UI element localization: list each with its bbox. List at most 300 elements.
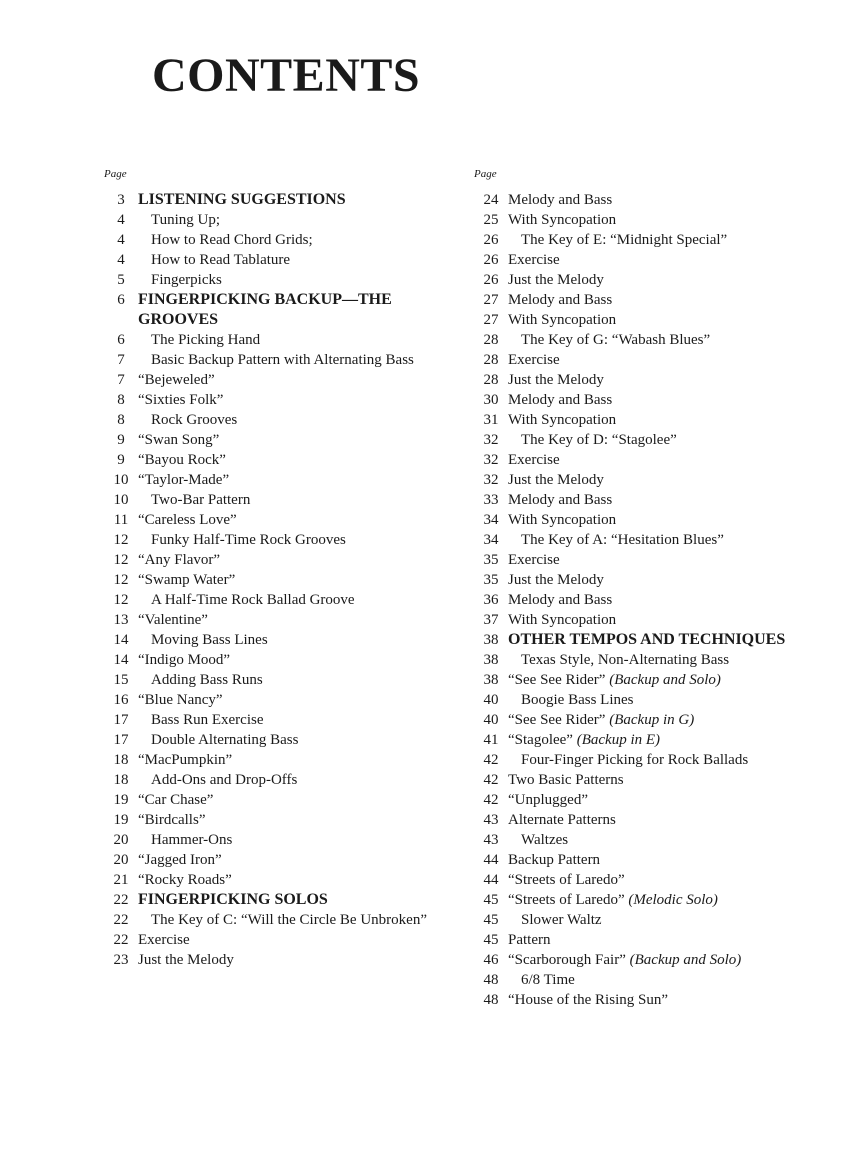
toc-entry-text: The Key of D: “Stagolee” [521,432,677,448]
toc-page-number: 45 [483,912,499,928]
toc-page-number: 8 [117,412,125,428]
toc-page-number: 27 [483,292,499,308]
toc-entry-title [138,450,449,470]
toc-entry-text: Just the Melody [508,272,604,288]
toc-page-number: 30 [483,392,499,408]
toc-entry-text: Texas Style, Non-Alternating Bass [521,652,730,668]
toc-entry-text: With Syncopation [508,512,617,528]
toc-entry [104,490,449,510]
toc-column-right [474,168,819,1010]
toc-entry-title [508,930,819,950]
toc-page-number: 22 [113,912,129,928]
toc-entry-text: “Bayou Rock” [138,452,226,468]
toc-entry-text: FINGERPICKING BACKUP—THE GROOVES [138,291,392,328]
toc-page-number: 10 [113,472,129,488]
toc-page-number: 37 [483,612,499,628]
toc-entry-text: 6/8 Time [521,972,575,988]
toc-entry-text: “Blue Nancy” [138,692,223,708]
toc-entry-text: Melody and Bass [508,392,613,408]
toc-entry-title [508,370,819,390]
toc-entry-text: OTHER TEMPOS AND TECHNIQUES [508,631,786,648]
toc-entry-note: (Backup in E) [576,732,661,748]
toc-entry-title [508,710,819,730]
toc-page-number: 19 [113,812,129,828]
toc-entry-title [508,230,819,250]
toc-entry-title [508,590,819,610]
toc-entry [474,770,819,790]
toc-page-number: 42 [483,772,499,788]
toc-page-number: 43 [483,832,499,848]
toc-entry [474,330,819,350]
toc-entry-text: “Taylor-Made” [138,472,230,488]
toc-entry-title [138,610,449,630]
toc-entry-note: (Backup and Solo) [629,952,742,968]
toc-entry-note: (Backup and Solo) [609,672,721,688]
toc-page-number: 45 [483,932,499,948]
toc-entry [104,730,449,750]
toc-page-number: 19 [113,792,129,808]
toc-entry [474,910,819,930]
toc-entry [474,430,819,450]
toc-entry-text: How to Read Chord Grids; [151,232,313,248]
toc-entry-title [138,750,449,770]
toc-entry [104,350,449,370]
toc-entry-text: Rock Grooves [151,412,238,428]
toc-entry [474,930,819,950]
toc-page-number: 25 [483,212,499,228]
toc-page-number: 26 [483,252,499,268]
toc-entry [474,750,819,770]
toc-entry-text: Adding Bass Runs [151,672,263,688]
toc-page-number: 7 [117,352,125,368]
toc-page-number: 4 [117,232,125,248]
toc-entry-title [508,530,819,550]
toc-entry-text: “Car Chase” [138,792,214,808]
toc-entry-title [138,830,449,850]
toc-page-number: 40 [483,712,499,728]
toc-entry-text: LISTENING SUGGESTIONS [138,191,346,208]
toc-entry-title [138,710,449,730]
toc-entry [104,870,449,890]
toc-entry-title [138,930,449,950]
toc-entry [474,670,819,690]
toc-entry [104,650,449,670]
toc-entry-text: The Key of C: “Will the Circle Be Unbroken” [151,912,427,928]
toc-entry [104,510,449,530]
toc-entry-title [508,430,819,450]
toc-entry-text: “Valentine” [138,612,208,628]
toc-entry-text: “Streets of Laredo” [508,872,625,888]
page-title: CONTENTS [152,49,421,102]
toc-entry-text: “Swan Song” [138,432,220,448]
toc-entry-text: “House of the Rising Sun” [508,992,668,1008]
toc-page-number: 36 [483,592,499,608]
toc-entry-title [138,210,449,230]
toc-entry-title [508,950,819,970]
toc-page-number: 12 [113,592,129,608]
toc-entry-title [138,770,449,790]
toc-page-number: 17 [113,732,129,748]
toc-entry-text: “Birdcalls” [138,812,206,828]
toc-entry [474,590,819,610]
toc-entry-title [138,490,449,510]
toc-entry-title [138,350,449,370]
toc-entry-text: How to Read Tablature [151,252,291,268]
toc-page-number: 24 [483,192,499,208]
toc-entry-title [508,970,819,990]
toc-page-number: 5 [117,272,125,288]
toc-entry [474,990,819,1010]
toc-page-number: 40 [483,692,499,708]
toc-entry-title [508,310,819,330]
toc-page-number: 4 [117,212,125,228]
toc-page-number: 21 [113,872,129,888]
toc-entry-text: Four-Finger Picking for Rock Ballads [521,752,749,768]
toc-page-number: 12 [113,532,129,548]
toc-page-number: 4 [117,252,125,268]
toc-entry-text: Moving Bass Lines [151,632,268,648]
toc-page-number: 42 [483,792,499,808]
toc-entry-title [508,190,819,210]
toc-entry-title [508,750,819,770]
toc-page-number: 28 [483,372,499,388]
toc-entry-text: “Any Flavor” [138,552,221,568]
toc-page-number: 15 [113,672,129,688]
toc-entry-text: Exercise [508,252,560,268]
toc-page-number: 35 [483,552,499,568]
toc-entry [474,550,819,570]
toc-entry-text: Exercise [508,552,560,568]
toc-entry-title [138,370,449,390]
toc-entry [474,350,819,370]
toc-page-number: 6 [117,292,125,308]
toc-entry-title [138,430,449,450]
toc-entry [104,270,449,290]
toc-entry-text: “See See Rider” [508,672,606,688]
toc-entry-title [138,650,449,670]
toc-page-number: 22 [113,892,129,908]
toc-page-number: 38 [483,652,499,668]
toc-entry-text: Exercise [138,932,190,948]
toc-entry-title [508,410,819,430]
toc-entry-title [508,250,819,270]
toc-entry-text: “Swamp Water” [138,572,236,588]
toc-page-number: 13 [113,612,129,628]
toc-entry-title [508,550,819,570]
toc-entry-text: With Syncopation [508,312,617,328]
toc-entry [104,410,449,430]
toc-page-number: 35 [483,572,499,588]
toc-entry-title [508,850,819,870]
toc-entry [474,790,819,810]
toc-entry-title [508,910,819,930]
toc-entry-text: “Jagged Iron” [138,852,222,868]
toc-entry-text: “Bejeweled” [138,372,215,388]
toc-entry-text: Exercise [508,452,560,468]
toc-entry-title [508,570,819,590]
toc-entry-text: Just the Melody [138,952,234,968]
toc-page-number: 45 [483,892,499,908]
toc-entry-text: Melody and Bass [508,292,613,308]
toc-entry [104,390,449,410]
toc-entry-title [508,810,819,830]
toc-page-number: 32 [483,472,499,488]
toc-entry-text: Alternate Patterns [508,812,616,828]
toc-entry-title [508,730,819,750]
toc-page-number: 44 [483,852,499,868]
toc-entry-title [138,890,449,910]
toc-entry-text: With Syncopation [508,212,617,228]
toc-page-number: 27 [483,312,499,328]
toc-section-heading [104,890,449,910]
toc-entry-title [508,490,819,510]
toc-entry-text: Basic Backup Pattern with Alternating Bass [151,352,414,368]
toc-entry-title [138,810,449,830]
toc-section-heading [104,290,449,330]
toc-entry-text: Just the Melody [508,372,604,388]
toc-page-number: 42 [483,752,499,768]
toc-page-number: 14 [113,652,129,668]
toc-entry-title [508,770,819,790]
toc-page-number: 34 [483,532,499,548]
toc-page-number: 43 [483,812,499,828]
toc-entry-text: FINGERPICKING SOLOS [138,891,328,908]
toc-entry-title [138,950,449,970]
toc-entry [474,290,819,310]
toc-entry-title [508,650,819,670]
toc-entry [104,210,449,230]
toc-entry-title [138,410,449,430]
toc-entry-list [474,190,819,1010]
toc-entry [104,230,449,250]
toc-page-number: 14 [113,632,129,648]
toc-page-number: 23 [113,952,129,968]
toc-entry [104,450,449,470]
toc-entry [474,190,819,210]
toc-entry [104,850,449,870]
toc-section-heading [474,630,819,650]
toc-page-number: 11 [113,512,129,528]
toc-section-heading [104,190,449,210]
toc-entry-title [138,730,449,750]
toc-entry [104,810,449,830]
toc-page-number: 41 [483,732,499,748]
toc-entry-text: Boogie Bass Lines [521,692,634,708]
toc-entry-text: “Indigo Mood” [138,652,231,668]
toc-entry-title [138,630,449,650]
toc-page-number: 9 [117,452,125,468]
toc-entry-text: Hammer-Ons [151,832,233,848]
toc-entry-title [508,790,819,810]
toc-entry-title [138,910,449,930]
toc-page-number: 12 [113,552,129,568]
toc-page-number: 28 [483,352,499,368]
toc-entry-title [508,690,819,710]
toc-entry [104,370,449,390]
toc-entry [474,250,819,270]
toc-entry [104,250,449,270]
toc-page-number: 18 [113,752,129,768]
toc-entry [474,270,819,290]
toc-page-number: 8 [117,392,125,408]
toc-entry [104,710,449,730]
toc-entry-text: “Careless Love” [138,512,237,528]
toc-entry-title [138,190,449,210]
toc-page-number: 7 [117,372,125,388]
toc-entry [474,650,819,670]
toc-entry-title [138,570,449,590]
toc-page-number: 44 [483,872,499,888]
toc-page-number: 16 [113,692,129,708]
toc-entry-title [138,270,449,290]
toc-entry-text: “Streets of Laredo” [508,892,625,908]
toc-entry-note: (Backup in G) [609,712,695,728]
toc-page-number: 26 [483,272,499,288]
toc-entry-title [138,290,449,330]
toc-entry [104,630,449,650]
toc-entry-title [508,630,819,650]
toc-entry [104,570,449,590]
toc-entry-text: A Half-Time Rock Ballad Groove [151,592,355,608]
toc-entry-title [508,610,819,630]
toc-page-number: 20 [113,832,129,848]
toc-entry [474,370,819,390]
toc-entry-title [508,870,819,890]
toc-entry [104,610,449,630]
toc-entry-text: Waltzes [521,832,569,848]
toc-entry-text: “Scarborough Fair” [508,952,626,968]
toc-entry-title [508,670,819,690]
page-column-label: Page [474,168,497,180]
toc-entry-text: Melody and Bass [508,592,613,608]
toc-page-number: 32 [483,452,499,468]
toc-entry [104,790,449,810]
toc-entry-text: The Key of E: “Midnight Special” [521,232,728,248]
toc-entry-title [508,450,819,470]
toc-entry-list [104,190,449,970]
toc-entry-text: Exercise [508,352,560,368]
toc-entry [104,690,449,710]
toc-entry-title [508,330,819,350]
toc-entry [474,850,819,870]
toc-entry-text: With Syncopation [508,612,617,628]
toc-entry [474,570,819,590]
toc-entry-text: “Stagolee” [508,732,573,748]
toc-page-number: 20 [113,852,129,868]
toc-entry-title [138,690,449,710]
toc-entry [104,910,449,930]
toc-entry-text: The Picking Hand [151,332,261,348]
toc-entry-title [138,250,449,270]
toc-page-number: 32 [483,432,499,448]
toc-entry [104,830,449,850]
toc-entry [104,770,449,790]
toc-entry [104,670,449,690]
toc-entry-title [138,870,449,890]
toc-entry-title [138,390,449,410]
toc-entry [474,510,819,530]
toc-entry-text: Backup Pattern [508,852,601,868]
toc-page-number: 9 [117,432,125,448]
toc-entry [104,750,449,770]
toc-page-number: 28 [483,332,499,348]
toc-entry-text: Melody and Bass [508,192,613,208]
toc-entry [104,470,449,490]
toc-entry-title [138,530,449,550]
toc-entry [474,610,819,630]
toc-entry-title [138,510,449,530]
toc-entry-text: “Rocky Roads” [138,872,232,888]
toc-entry-title [508,890,819,910]
toc-entry [474,970,819,990]
toc-entry-title [508,390,819,410]
toc-entry [474,810,819,830]
toc-page-number: 6 [117,332,125,348]
toc-entry-text: Slower Waltz [521,912,602,928]
toc-entry-note: (Melodic Solo) [628,892,718,908]
toc-entry-title [138,850,449,870]
toc-entry-title [508,290,819,310]
toc-page-number: 3 [117,192,125,208]
toc-page-number: 38 [483,632,499,648]
toc-entry-text: Bass Run Exercise [151,712,264,728]
toc-page-number: 48 [483,992,499,1008]
toc-entry [474,730,819,750]
toc-page-number: 10 [113,492,129,508]
toc-entry-text: Funky Half-Time Rock Grooves [151,532,346,548]
toc-entry-title [508,510,819,530]
toc-entry-text: Double Alternating Bass [151,732,299,748]
toc-page-number: 33 [483,492,499,508]
toc-entry [474,390,819,410]
toc-entry-text: The Key of A: “Hesitation Blues” [521,532,724,548]
toc-entry-text: “Sixties Folk” [138,392,224,408]
toc-entry-text: Two-Bar Pattern [151,492,251,508]
toc-page-number: 17 [113,712,129,728]
toc-entry-title [138,330,449,350]
toc-entry [474,690,819,710]
toc-entry [104,330,449,350]
toc-entry [104,930,449,950]
toc-page-number: 18 [113,772,129,788]
toc-page-number: 48 [483,972,499,988]
toc-entry-text: Add-Ons and Drop-Offs [151,772,298,788]
toc-entry-title [138,670,449,690]
toc-entry [474,210,819,230]
toc-entry [474,490,819,510]
toc-page-number: 31 [483,412,499,428]
toc-entry-title [508,210,819,230]
toc-entry [474,310,819,330]
toc-entry-title [508,270,819,290]
toc-entry-text: “See See Rider” [508,712,606,728]
toc-entry-text: Tuning Up; [151,212,221,228]
toc-entry [474,470,819,490]
toc-entry-text: With Syncopation [508,412,617,428]
toc-entry [474,890,819,910]
toc-entry [474,950,819,970]
toc-entry-text: Just the Melody [508,472,604,488]
toc-column-left [104,168,449,970]
toc-entry [474,870,819,890]
toc-page-number: 46 [483,952,499,968]
toc-entry [474,530,819,550]
toc-entry [104,550,449,570]
page-column-label: Page [104,168,127,180]
toc-entry-text: Just the Melody [508,572,604,588]
toc-entry-text: “Unplugged” [508,792,588,808]
toc-entry-title [138,790,449,810]
